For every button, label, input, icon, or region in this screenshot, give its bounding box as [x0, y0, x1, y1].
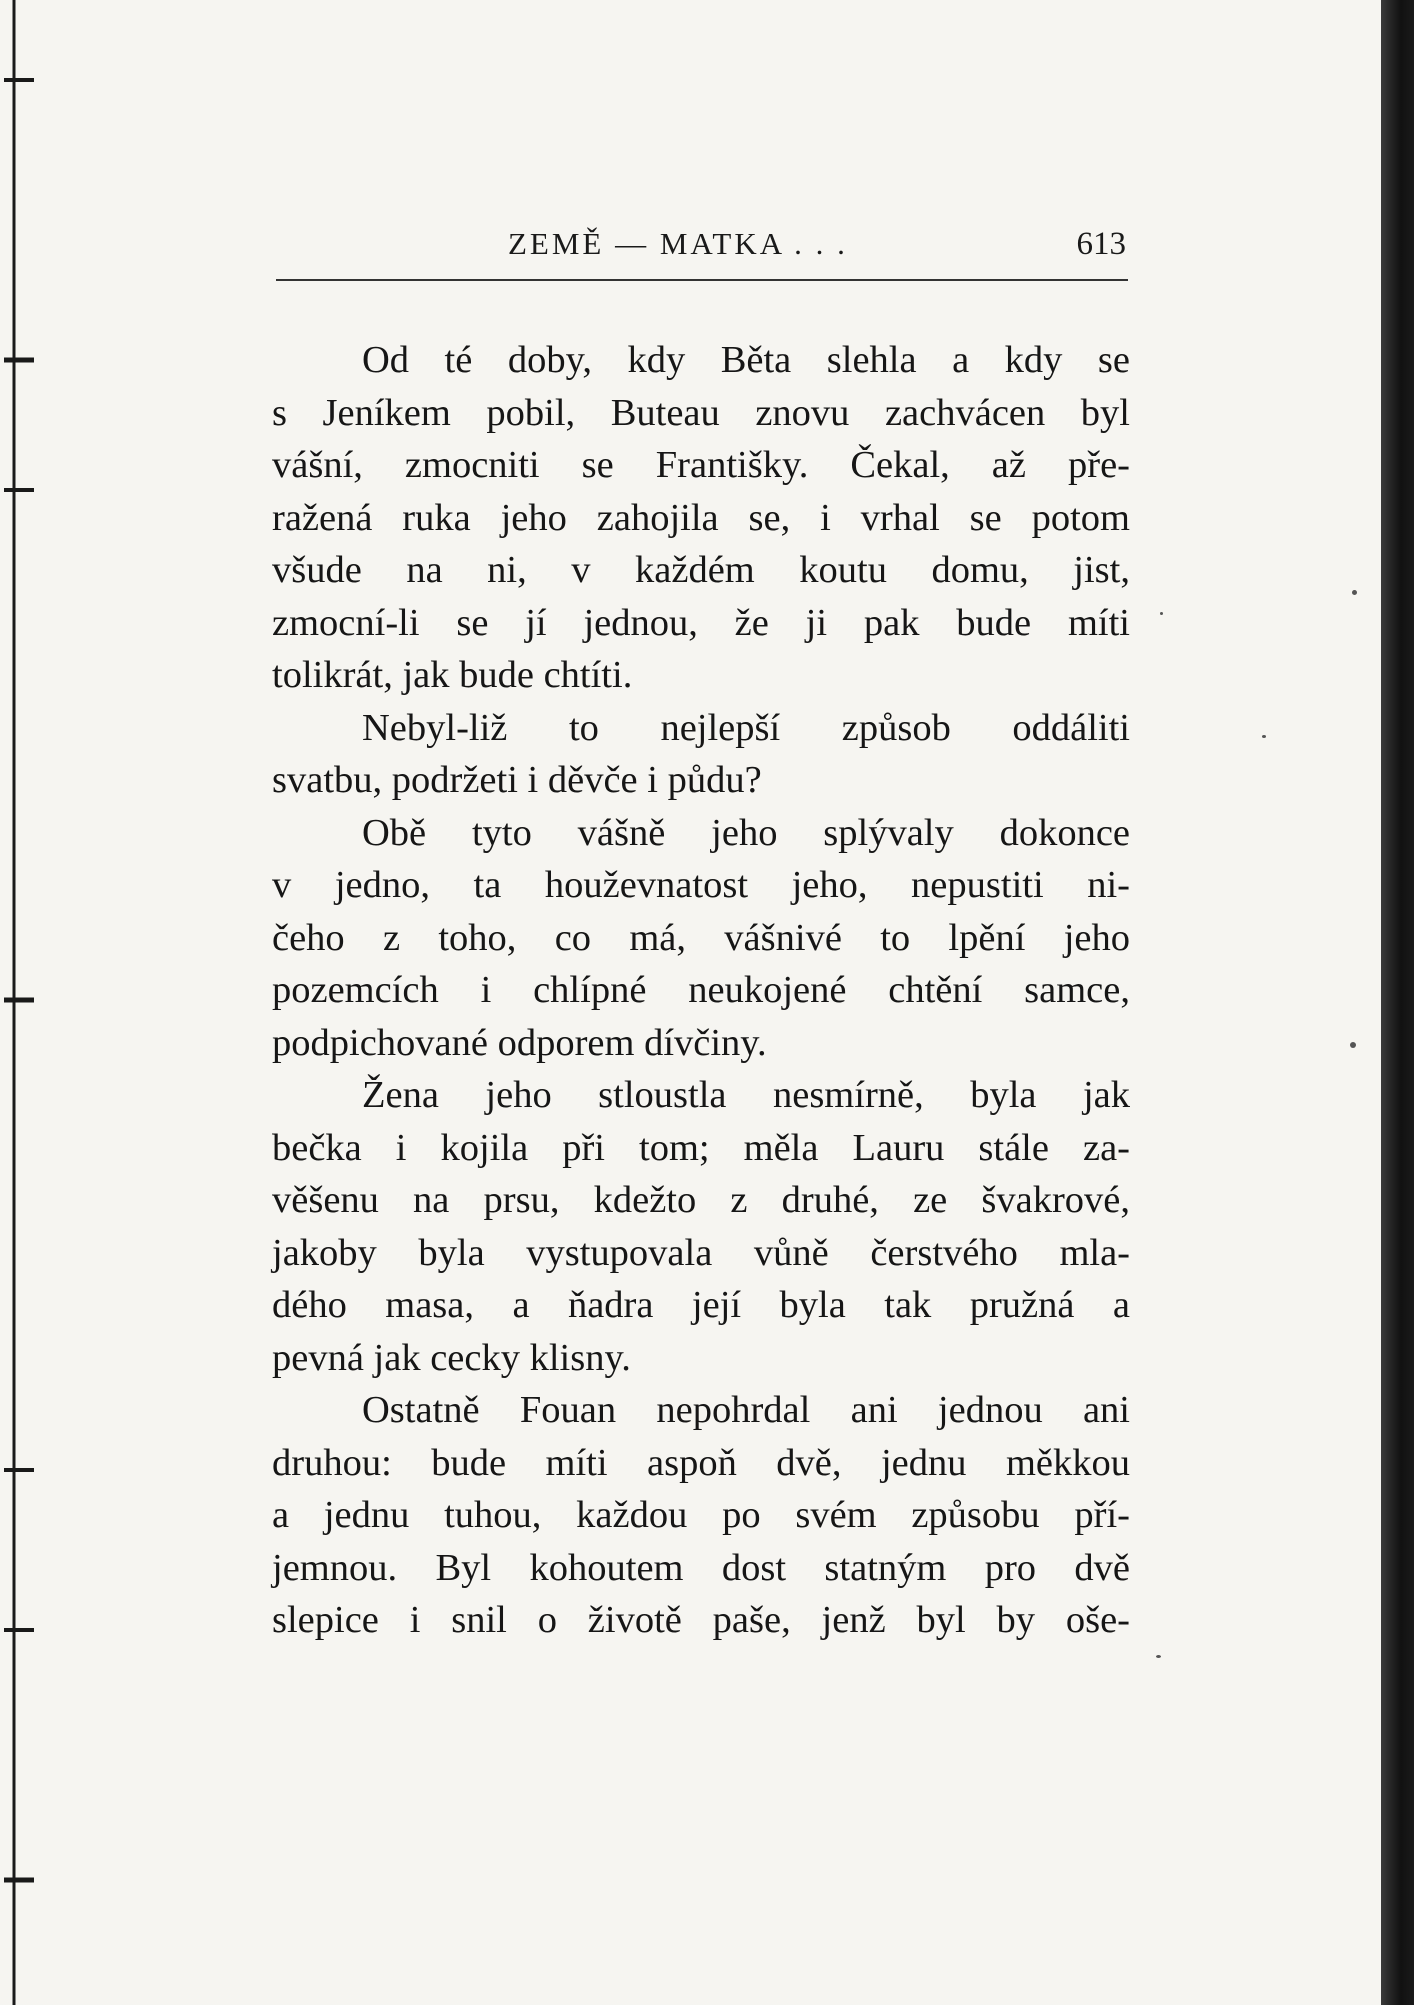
text-line: pevná jak cecky klisny. — [272, 1336, 631, 1379]
text-line: a jednu tuhou, každou po svém způsobu pří- — [272, 1494, 1130, 1536]
text-line: bečka i kojila při tom; měla Lauru stále za- — [272, 1126, 1130, 1169]
text-line: dého masa, a ňadra její byla tak pružná a — [272, 1284, 1130, 1326]
text-line: Nebyl-liž to nejlepší způsob oddáliti — [362, 706, 1130, 749]
text-line: Od té doby, kdy Běta slehla a kdy se — [362, 339, 1130, 381]
text-line: slepice i snil o životě paše, jenž byl by oše- — [272, 1599, 1130, 1641]
page-number: 613 — [1076, 226, 1126, 262]
text-line: tolikrát, jak bude chtíti. — [272, 654, 633, 696]
text-line: jakoby byla vystupovala vůně čerstvého mla- — [272, 1231, 1130, 1274]
running-header — [272, 226, 1126, 276]
text-line: ražená ruka jeho zahojila se, i vrhal se potom — [272, 496, 1130, 539]
text-line: svatbu, podržeti i děvče i půdu? — [272, 759, 762, 801]
body-text — [272, 334, 1130, 1647]
text-line: s Jeníkem pobil, Buteau znovu zachvácen byl — [272, 391, 1130, 434]
text-line: zmocní-li se jí jednou, že ji pak bude míti — [272, 601, 1130, 644]
paper-speck — [1156, 1655, 1161, 1658]
text-line: jemnou. Byl kohoutem dost statným pro dvě — [272, 1546, 1130, 1589]
text-line: Žena jeho stloustla nesmírně, byla jak — [362, 1074, 1130, 1116]
text-line: pozemcích i chlípné neukojené chtění samce, — [272, 969, 1130, 1011]
text-line: vášní, zmocniti se Františky. Čekal, až pře- — [272, 444, 1130, 486]
paper-speck — [1350, 1042, 1356, 1048]
text-line: Ostatně Fouan nepohrdal ani jednou ani — [362, 1389, 1130, 1431]
page-edge-shadow — [1381, 0, 1414, 2005]
text-line: podpichované odporem dívčiny. — [272, 1021, 767, 1064]
text-line: druhou: bude míti aspoň dvě, jednu měkkou — [272, 1441, 1130, 1484]
text-line: v jedno, ta houževnatost jeho, nepustiti ni- — [272, 864, 1130, 906]
paper-speck — [1262, 735, 1266, 738]
paper-speck — [1352, 590, 1357, 595]
text-line: věšenu na prsu, kdežto z druhé, ze švakrové, — [272, 1179, 1130, 1221]
text-line: všude na ni, v každém koutu domu, jist, — [272, 549, 1130, 591]
text-line: čeho z toho, co má, vášnivé to lpění jeho — [272, 916, 1130, 959]
paper-speck — [1160, 612, 1163, 615]
text-line: Obě tyto vášně jeho splývaly dokonce — [362, 811, 1130, 854]
running-title: ZEMĚ — MATKA . . . — [508, 226, 848, 261]
header-rule — [276, 279, 1128, 281]
binding-edge — [0, 0, 34, 2005]
